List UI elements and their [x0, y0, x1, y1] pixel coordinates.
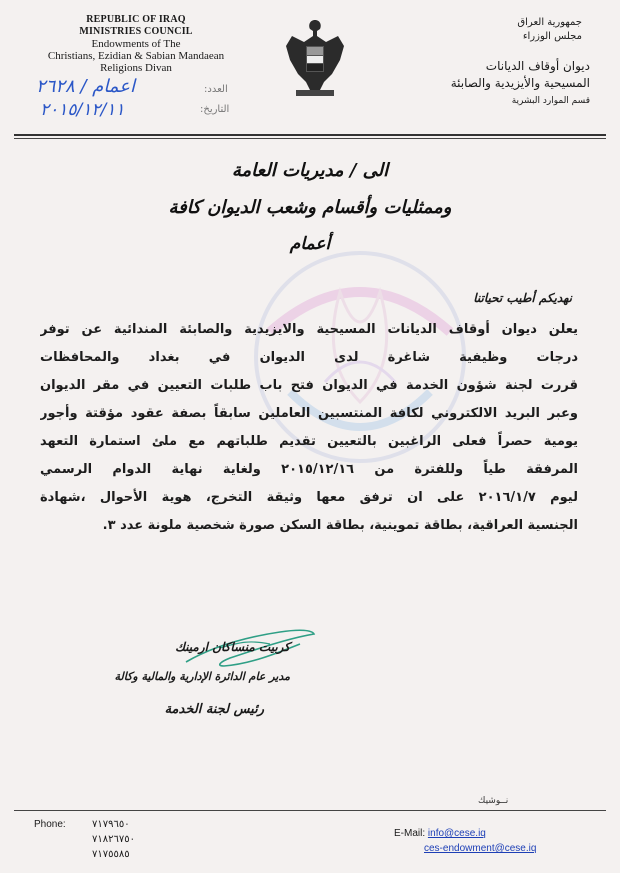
signatory-name: كربيت منساكان ارمينك — [175, 640, 290, 654]
phone-block — [34, 817, 135, 862]
header-en-line5: Religions Divan — [100, 62, 172, 74]
body-line: وعبر البريد الالكتروني لكافة المنتسبين العاملين سابقاً بصفة عقود مؤقتة وأجور — [40, 406, 578, 421]
number-label: العدد: — [204, 84, 228, 95]
header-en-line3: Endowments of The — [91, 38, 181, 50]
header-en-line1: REPUBLIC OF IRAQ — [86, 14, 186, 25]
phone-number: ٧١٧٥٥٨٥ — [92, 849, 130, 860]
header-divider — [14, 134, 606, 136]
date-value: ٢٠١٥/١٢/١١ — [40, 100, 125, 120]
body-line: يومية حصراً فعلى الراغبين بالتعيين تقديم طلباتهم مع ملئ استمارة التعهد — [40, 434, 578, 449]
email-block — [394, 826, 536, 856]
header-ar-line1: جمهورية العراق — [517, 17, 582, 28]
header-en-line2: MINISTRIES COUNCIL — [79, 26, 193, 37]
header-ar-line2: مجلس الوزراء — [522, 31, 582, 42]
number-value: اعمام / ٢٦٢٨ — [36, 76, 135, 97]
header-divider-thin — [14, 138, 606, 139]
english-header — [22, 14, 250, 74]
email-label: E-Mail: — [394, 828, 426, 839]
body-line: درجات وظيفية شاغرة لدى الديوان في بغداد والمحافظات — [40, 350, 578, 365]
circular-label: أعمام — [289, 234, 331, 254]
footer-note: نــوشيك — [478, 796, 509, 806]
iraq-eagle-emblem-icon — [282, 16, 348, 100]
signatory-title: مدير عام الدائرة الإدارية والمالية وكالة — [114, 670, 290, 683]
footer-divider — [14, 810, 606, 811]
arabic-header — [390, 16, 590, 110]
header-ar-line3: ديوان أوقاف الديانات — [485, 59, 590, 73]
greeting: نهديكم أطيب تحياتنا — [473, 291, 572, 305]
header-ar-line4: المسيحية والأيزيدية والصابئة — [450, 76, 590, 90]
body-line: الجنسية العراقية، بطاقة تموينية، بطاقة السكن صورة شخصية ملونة عدد ٣. — [102, 518, 578, 533]
body-line: ليوم ٢٠١٦/١/٧ على ان ترفق معها وثيقة التخرج، هوية الأحوال ،شهادة — [40, 490, 578, 505]
signatory-committee: رئيس لجنة الخدمة — [164, 702, 264, 717]
header-en-line4: Christians, Ezidian & Sabian Mandaean — [47, 50, 225, 62]
email-link-info[interactable]: info@cese.iq — [427, 828, 486, 839]
phone-label: Phone: — [34, 819, 66, 830]
body-line: المرفقة طياً وللفترة من ٢٠١٥/١٢/١٦ ولغاية نهاية الدوام الرسمي — [40, 462, 578, 477]
body-paragraph — [40, 316, 578, 540]
phone-number: ٧١٨٢٦٧٥٠ — [92, 834, 135, 845]
body-line: يعلن ديوان أوقاف الديانات المسيحية والايزيدية والصابئة المندائية عن توفر — [40, 322, 578, 337]
header-ar-line5: قسم الموارد البشرية — [511, 96, 590, 106]
body-line: قررت لجنة شؤون الخدمة في الديوان فتح باب طلبات التعيين في مقر الديوان — [40, 378, 578, 393]
date-label: التاريخ: — [200, 104, 230, 115]
email-link-endowment[interactable]: ces-endowment@cese.iq — [424, 843, 537, 854]
phone-number: ٧١٧٩٦٥٠ — [92, 819, 130, 830]
recipient-subtitle: وممثليات وأقسام وشعب الديوان كافة — [168, 197, 452, 218]
recipient-title: الى / مديريات العامة — [231, 160, 389, 181]
